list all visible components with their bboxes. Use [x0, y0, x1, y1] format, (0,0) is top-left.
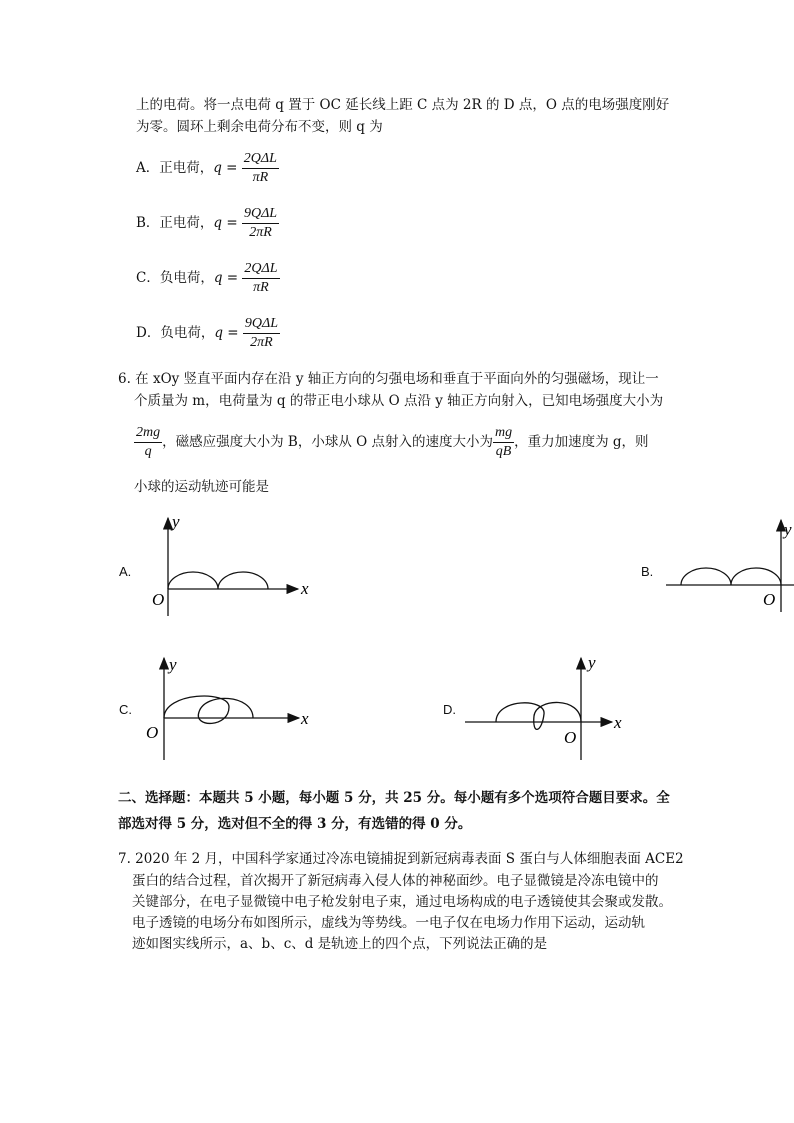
- q5-option-a[interactable]: [136, 150, 279, 187]
- section2-heading-line2: 部选对得 5 分，选对但不全的得 3 分，有选错的得 0 分。: [118, 816, 472, 832]
- fraction-numerator: mg: [493, 424, 514, 443]
- q7-text-line4: 电子透镜的电场分布如图所示，虚线为等势线。一电子仅在电场力作用下运动，运动轨: [132, 915, 645, 931]
- q7-text-line3: 关键部分，在电子显微镜中电子枪发射电子束，通过电场构成的电子透镜使其会聚或发散。: [132, 894, 672, 910]
- fraction-denominator: qB: [495, 444, 512, 459]
- fraction-numerator: 2mg: [134, 424, 162, 443]
- x-axis-label: x: [301, 579, 309, 598]
- diagram-c-label[interactable]: C.: [119, 702, 132, 717]
- option-fraction: [242, 260, 279, 297]
- option-label: A．正电荷，: [136, 160, 214, 176]
- q5-text-line1: 上的电荷。将一点电荷 q 置于 OC 延长线上距 C 点为 2R 的 D 点，O 点的电场强度刚好: [136, 97, 670, 113]
- option-fraction: [243, 315, 280, 352]
- origin-label: O: [152, 590, 165, 609]
- q5-option-d[interactable]: [136, 315, 280, 352]
- option-var: q =: [213, 270, 239, 286]
- q6-end-text: ，重力加速度为 g，则: [514, 434, 649, 450]
- y-axis-label: y: [169, 655, 177, 674]
- option-fraction: [242, 150, 279, 187]
- y-axis-label: y: [588, 653, 596, 672]
- fraction-numerator: 2QΔL: [242, 150, 279, 169]
- q6-text-line1: 6. 在 xOy 竖直平面内存在沿 y 轴正方向的匀强电场和垂直于平面向外的匀强磁场，现让一: [118, 371, 659, 387]
- option-label: D．负电荷，: [136, 325, 215, 341]
- q6-mid-text: ，磁感应强度大小为 B，小球从 O 点射入的速度大小为: [162, 434, 493, 450]
- diagram-d: [462, 652, 632, 762]
- diagram-a-label[interactable]: A.: [119, 564, 132, 579]
- origin-label: O: [763, 590, 776, 609]
- option-fraction: [242, 205, 279, 242]
- trajectory: [681, 568, 781, 585]
- fraction-numerator: 9QΔL: [243, 315, 280, 334]
- q6-text-line2: 个质量为 m，电荷量为 q 的带正电小球从 O 点沿 y 轴正方向射入，已知电场强度大小为: [134, 393, 664, 409]
- q5-option-c[interactable]: [136, 260, 280, 297]
- fraction-numerator: 9QΔL: [242, 205, 279, 224]
- fraction-denominator: 2πR: [249, 225, 272, 240]
- q7-text-line2: 蛋白的结合过程，首次揭开了新冠病毒入侵人体的神秘面纱。电子显微镜是冷冻电镜中的: [132, 873, 659, 889]
- q5-text-line2: 为零。圆环上剩余电荷分布不变，则 q 为: [136, 119, 383, 135]
- option-var: q =: [213, 160, 238, 176]
- q5-option-b[interactable]: [136, 205, 279, 242]
- origin-label: O: [146, 723, 159, 742]
- q6-text-line4: 小球的运动轨迹可能是: [134, 479, 269, 495]
- option-var: q =: [214, 325, 239, 341]
- q6-text-line3: [134, 424, 649, 461]
- trajectory: [168, 572, 268, 589]
- option-var: q =: [213, 215, 238, 231]
- diagram-c: [141, 652, 316, 762]
- trajectory: [496, 702, 581, 729]
- fraction-denominator: q: [144, 444, 152, 459]
- diagram-d-label[interactable]: D.: [443, 702, 456, 717]
- option-label: C．负电荷，: [136, 270, 214, 286]
- fraction-denominator: 2πR: [250, 335, 273, 350]
- origin-label: O: [564, 728, 577, 747]
- field-strength-fraction: [134, 424, 162, 461]
- fraction-denominator: πR: [252, 170, 269, 185]
- velocity-fraction: [493, 424, 514, 461]
- q7-text-line1: 7. 2020 年 2 月，中国科学家通过冷冻电镜捕捉到新冠病毒表面 S 蛋白与人体细胞表面 ACE2: [118, 851, 684, 867]
- diagram-b-label[interactable]: B.: [641, 564, 654, 579]
- q7-text-line5: 迹如图实线所示，a、b、c、d 是轨迹上的四个点，下列说法正确的是: [132, 936, 548, 952]
- diagram-b: [664, 515, 794, 615]
- trajectory: [164, 696, 253, 723]
- x-axis-label: x: [614, 713, 622, 732]
- section2-heading-line1: 二、选择题：本题共 5 小题，每小题 5 分，共 25 分。每小题有多个选项符合题目要求。全: [118, 790, 670, 806]
- fraction-numerator: 2QΔL: [242, 260, 279, 279]
- fraction-denominator: πR: [253, 280, 269, 295]
- y-axis-label: y: [172, 512, 180, 531]
- y-axis-label: y: [784, 520, 792, 539]
- x-axis-label: x: [301, 709, 309, 728]
- option-label: B．正电荷，: [136, 215, 214, 231]
- diagram-a: [145, 512, 315, 622]
